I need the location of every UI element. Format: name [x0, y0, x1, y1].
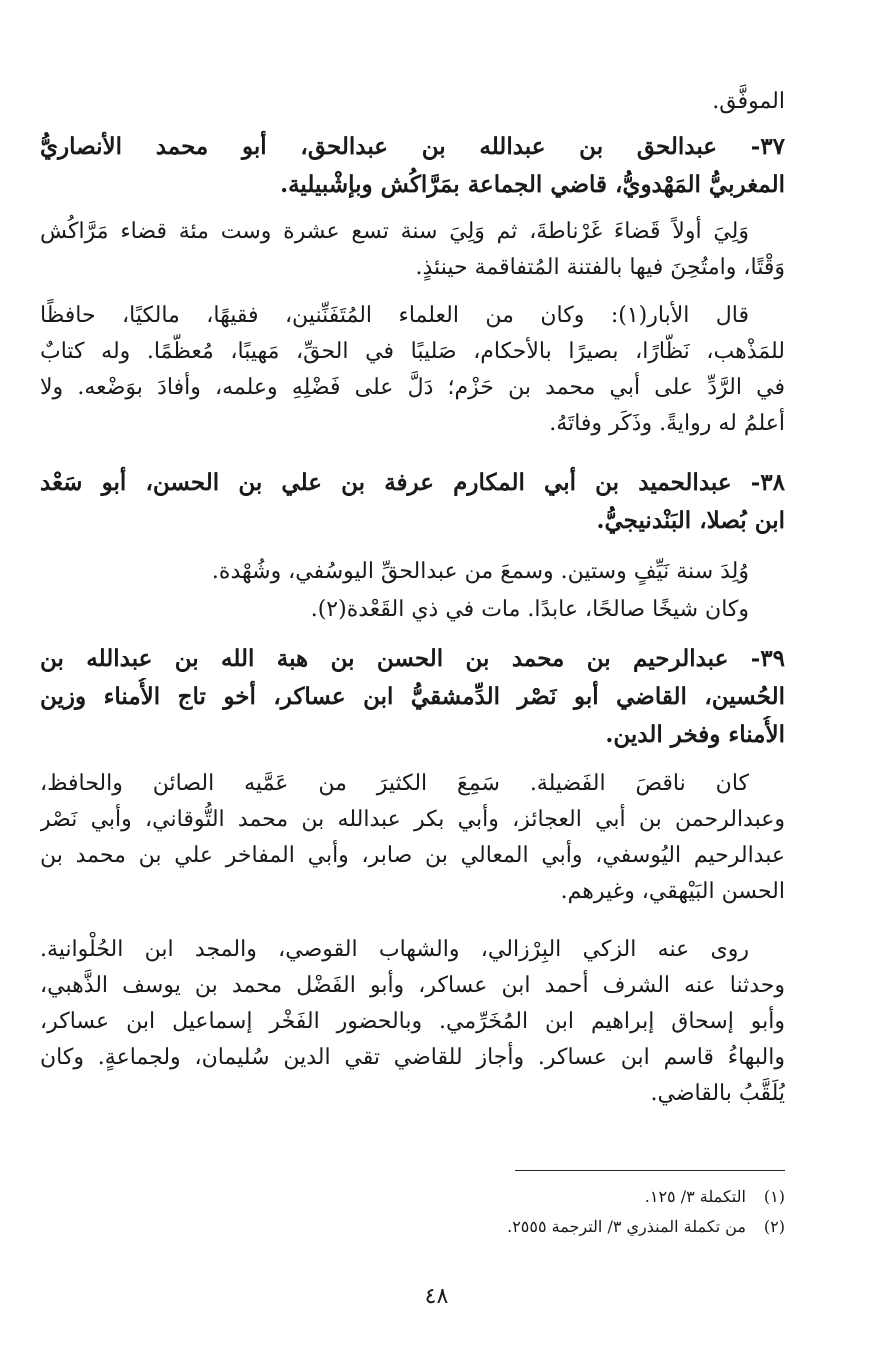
- heading-line: ٣٧- عبدالحق بن عبدالله بن عبدالحق، أبو محمد الأنصاريُّ: [40, 133, 785, 160]
- entry-38-paragraph-2: [40, 592, 785, 628]
- entry-37-paragraph-2: [40, 298, 785, 442]
- text-line: كان ناقصَ الفَضيلة. سَمِعَ الكثيرَ من عَمَّيه الصائن والحافظ،: [40, 771, 749, 796]
- text-line: روى عنه الزكي البِرْزالي، والشهاب القوصي، والمجد ابن الحُلْوانية.: [40, 937, 749, 962]
- text-line: والبهاءُ قاسم ابن عساكر. وأجاز للقاضي تقي الدين سُليمان، ولجماعةٍ. وكان: [40, 1045, 785, 1070]
- footnote-text: من تكملة المنذري ٣/ الترجمة ٢٥٥٥.: [507, 1217, 746, 1236]
- footnote: [40, 1214, 785, 1240]
- text-line: يُلَقَّبُ بالقاضي.: [650, 1081, 785, 1106]
- entry-39-paragraph-2: [40, 932, 785, 1112]
- entry-38-paragraph-1: [40, 554, 785, 590]
- footnote: [40, 1184, 785, 1210]
- text-line: أعلمُ له روايةً. وذَكَر وفاتَهُ.: [549, 411, 785, 436]
- heading-line: المغربيُّ المَهْدويُّ، قاضي الجماعة بمَرَّاكُش وبإشْبيلية.: [280, 171, 785, 198]
- text-line: قال الأبار(١): وكان من العلماء المُتَفَنِّنين، فقيهًا، مالكيًا، حافظًا: [40, 303, 750, 328]
- entry-39-paragraph-1: [40, 766, 785, 910]
- heading-line: ابن بُصلا، البَنْدنيجيُّ.: [596, 507, 785, 534]
- footnote-number: (٢): [763, 1217, 785, 1236]
- text-line: عبدالرحيم اليُوسفي، وأبي المعالي بن صابر، وأبي المفاخر علي بن محمد بن: [40, 843, 785, 868]
- text-line: وكان شيخًا صالحًا، عابدًا. مات في ذي القَعْدة(٢).: [310, 597, 749, 622]
- footnote-text: التكملة ٣/ ١٢٥.: [644, 1187, 746, 1206]
- text-line: الحسن البَيْهقي، وغيرهم.: [560, 879, 785, 904]
- footnote-number: (١): [763, 1187, 785, 1206]
- heading-line: الأُمناء وفخر الدين.: [605, 721, 785, 748]
- entry-38-heading: [40, 464, 785, 540]
- text-line: وَقْتًا، وامتُحِنَ فيها بالفتنة المُتفاقمة حينئذٍ.: [415, 255, 785, 280]
- text-line: للمَذْهب، نَظَّارًا، بصيرًا بالأحكام، صَليبًا في الحقِّ، مَهيبًا، مُعظَّمًا. وله كتابٌ: [40, 339, 785, 364]
- heading-line: ٣٩- عبدالرحيم بن محمد بن الحسن بن هبة الله بن عبدالله بن: [40, 645, 785, 672]
- text-line: وُلِدَ سنة نَيِّفٍ وستين. وسمعَ من عبدالحقِّ اليوسُفي، وشُهْدة.: [211, 559, 749, 584]
- text-line: وأبو إسحاق إبراهيم ابن المُخَرِّمي. وبالحضور الفَخْر إسماعيل ابن عساكر،: [40, 1009, 785, 1034]
- text-line: وَلِيَ أولاً قَضاءَ غَرْناطةَ، ثم وَلِيَ سنة تسع عشرة وست مئة قضاء مَرَّاكُش: [40, 219, 749, 244]
- heading-line: الحُسين، القاضي أبو نَصْر الدِّمشقيُّ ابن عساكر، أخو تاج الأُمناء وزين: [40, 683, 785, 710]
- text-line: وعبدالرحمن بن أبي العجائز، وأبي بكر عبدالله بن محمد التُّوقاني، وأبي نَصْر: [40, 807, 785, 832]
- entry-39-heading: [40, 640, 785, 754]
- entry-37-heading: [40, 128, 785, 204]
- text-line: وحدثنا عنه الشرف أحمد ابن عساكر، وأبو الفَضْل محمد بن يوسف الذَّهبي،: [40, 973, 785, 998]
- intro-text: [40, 84, 785, 120]
- heading-line: ٣٨- عبدالحميد بن أبي المكارم عرفة بن علي بن الحسن، أبو سَعْد: [40, 469, 785, 496]
- footnote-separator: [515, 1170, 785, 1171]
- text-line: في الرَّدِّ على أبي محمد بن حَزْم؛ دَلَّ على فَضْلِهِ وعلمه، وأفادَ بوَضْعه. ولا: [40, 375, 785, 400]
- page-number: ٤٨: [424, 1284, 449, 1309]
- text-line: الموفَّق.: [712, 89, 785, 114]
- entry-37-paragraph-1: [40, 214, 785, 286]
